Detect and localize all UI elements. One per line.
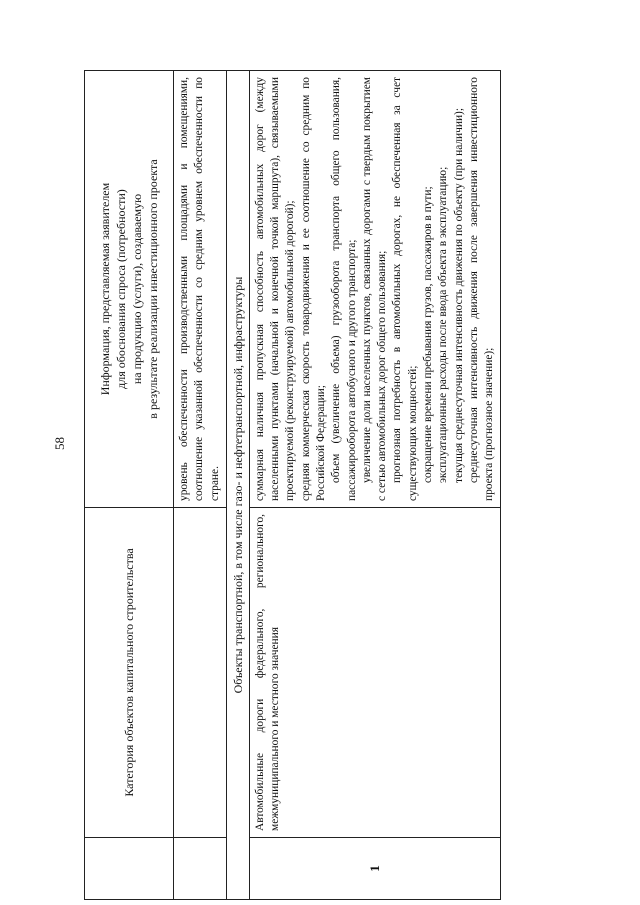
header-info-line: на продукцию (услуги), создаваемую bbox=[130, 193, 144, 385]
previous-row-info-cell: уровень обеспеченности производственными площадями и помещениями, соотношение указанной обеспеченности со средним уровнем обеспеченности по стране. bbox=[174, 71, 227, 508]
requirement-item: эксплуатационные расходы после ввода объекта в эксплуатацию; bbox=[437, 166, 450, 483]
header-category-cell: Категория объектов капитального строительства bbox=[85, 508, 174, 838]
requirement-item: прогнозная потребность в автомобильных дорогах, не обеспеченная за счет существующих мощностей; bbox=[391, 77, 419, 501]
row-number: 1 bbox=[249, 838, 501, 900]
section-title: Объекты транспортной, в том числе газо- и нефтетранспортной, инфраструктуры bbox=[226, 71, 249, 900]
requirement-item: объем (увеличение объема) грузооборота транспорта общего пользования, пассажирооборота автобусного и другого транспорта; bbox=[330, 77, 358, 501]
requirement-item: текущая среднесуточная интенсивность движения по объекту (при наличии); bbox=[452, 107, 465, 483]
previous-row bbox=[174, 71, 227, 900]
capital-construction-table bbox=[84, 70, 501, 900]
row-requirements bbox=[249, 71, 501, 508]
requirement-item: средняя коммерческая скорость товародвижения и ее соотношение со средним по Российской Федерации; bbox=[299, 77, 328, 501]
previous-row-number-cell bbox=[174, 838, 227, 900]
header-info-line: для обоснования спроса (потребности) bbox=[113, 189, 128, 389]
header-info-line: Информация, представляемая заявителем bbox=[97, 182, 112, 396]
requirement-item: суммарная наличная пропускная способность автомобильных дорог (между населенными пунктами (начальной и конечной точкой маршрута), связываемыми проектируемой (реконструируемой) автомобильной дорогой); bbox=[253, 77, 297, 501]
table-row bbox=[249, 71, 501, 900]
row-category: Автомобильные дороги федерального, регионального, межмуниципального и местного значения bbox=[249, 508, 501, 838]
table-header-row bbox=[85, 71, 174, 900]
header-info-line: в результате реализации инвестиционного проекта bbox=[146, 159, 161, 419]
previous-row-category-cell bbox=[174, 508, 227, 838]
section-heading-row bbox=[226, 71, 249, 900]
requirement-item: увеличение доли населенных пунктов, связанных дорогами с твердым покрытием с сетью автомобильных дорог общего пользования; bbox=[360, 77, 389, 501]
requirement-item: сокращение времени пребывания грузов, пассажиров в пути; bbox=[422, 186, 435, 483]
requirement-item: среднесуточная интенсивность движения после завершения инвестиционного проекта (прогнозное значение); bbox=[467, 77, 496, 501]
page-number: 58 bbox=[52, 437, 67, 450]
header-number-cell bbox=[85, 838, 174, 900]
header-info-cell bbox=[85, 71, 174, 508]
rotated-page-content bbox=[84, 70, 574, 900]
